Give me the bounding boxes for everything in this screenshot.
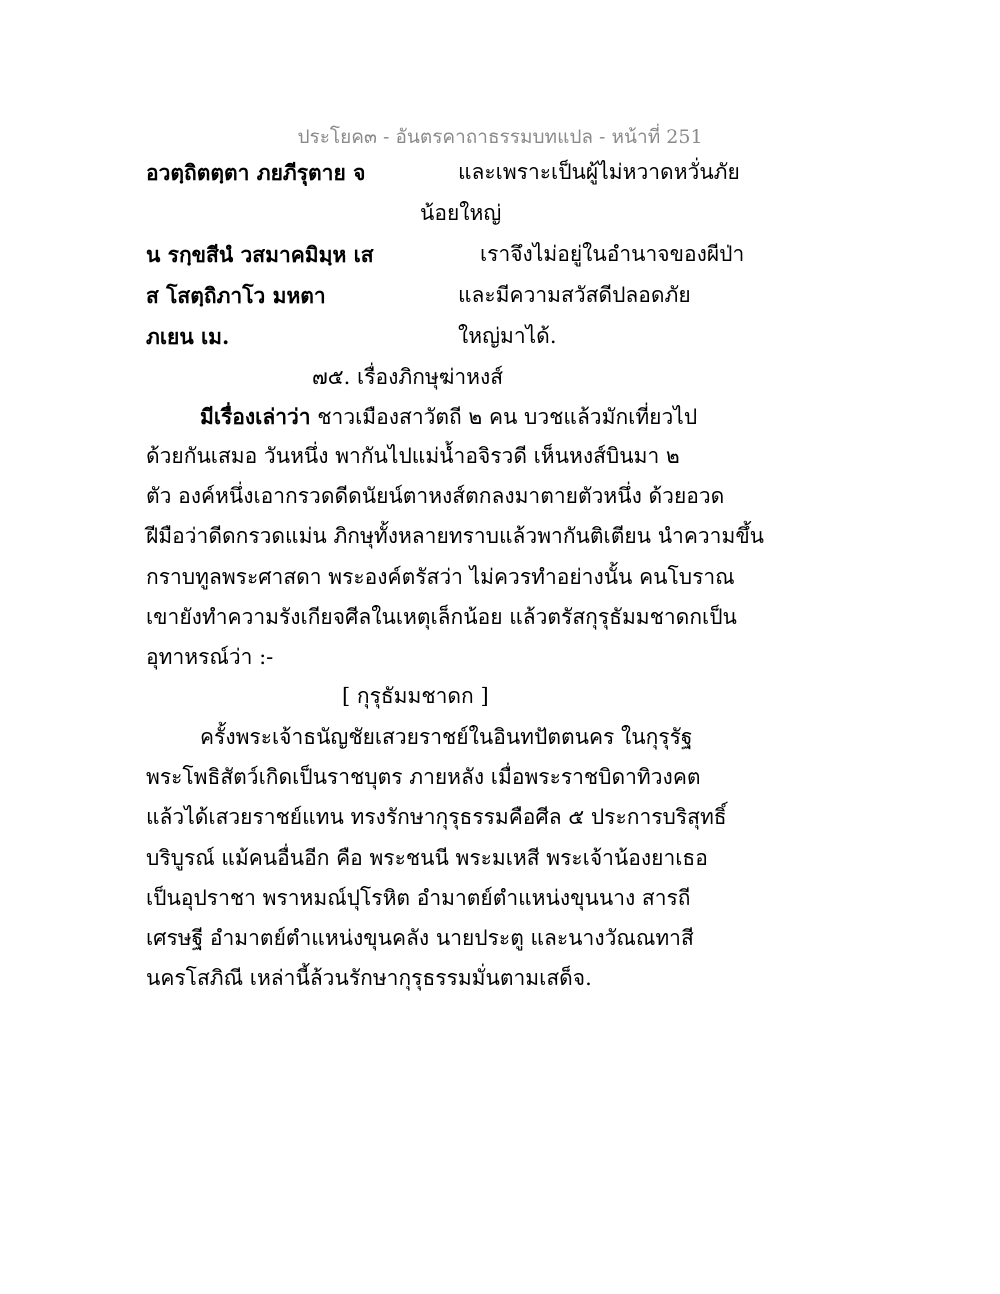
paragraph-2-line-4: บริบูรณ์ แม้คนอื่นอีก คือ พระชนนี พระมเหสี พระเจ้าน้องยาเธอ: [146, 846, 708, 870]
paragraph-1-line-4: ฝีมือว่าดีดกรวดแม่น ภิกษุทั้งหลายทราบแล้วพากันติเตียน นำความขึ้น: [146, 524, 765, 548]
paragraph-2-line-1: ครั้งพระเจ้าธนัญชัยเสวยราชย์ในอินทปัตตนคร ในกุรุรัฐ: [200, 725, 693, 749]
jataka-title: [ กุรุธัมมชาดก ]: [342, 684, 489, 708]
paragraph-2-line-6: เศรษฐี อำมาตย์ตำแหน่งขุนคลัง นายประตู และนางวัณณทาสี: [146, 926, 694, 950]
paragraph-2-line-7: นครโสภิณี เหล่านี้ล้วนรักษากุรุธรรมมั่นตามเสด็จ.: [146, 966, 592, 990]
verse-1-thai: และเพราะเป็นผู้ไม่หวาดหวั่นภัย: [458, 160, 740, 184]
paragraph-1-line-1-text: ชาวเมืองสาวัตถี ๒ คน บวชแล้วมักเที่ยวไป: [317, 405, 698, 429]
verse-1-thai-continued: น้อยใหญ่: [420, 201, 502, 225]
verse-3-pali: ส โสตฺถิภาโว มหตา: [146, 283, 326, 308]
paragraph-1-line-3: ตัว องค์หนึ่งเอากรวดดีดนัยน์ตาหงส์ตกลงมาตายตัวหนึ่ง ด้วยอวด: [146, 484, 725, 508]
verse-2-thai: เราจึงไม่อยู่ในอำนาจของผีป่า: [480, 242, 745, 266]
paragraph-2-line-2: พระโพธิสัตว์เกิดเป็นราชบุตร ภายหลัง เมื่อพระราชบิดาทิวงคต: [146, 765, 701, 789]
story-title: ๗๕. เรื่องภิกษุฆ่าหงส์: [312, 365, 504, 389]
paragraph-1-line-2: ด้วยกันเสมอ วันหนึ่ง พากันไปแม่น้ำอจิรวดี เห็นหงส์บินมา ๒: [146, 444, 680, 468]
paragraph-1-line-6: เขายังทำความรังเกียจศีลในเหตุเล็กน้อย แล้วตรัสกุรุธัมมชาดกเป็น: [146, 605, 737, 629]
verse-3-thai: และมีความสวัสดีปลอดภัย: [458, 283, 691, 307]
verse-4-thai: ใหญ่มาได้.: [458, 324, 557, 348]
verse-4-pali: ภเยน เม.: [146, 324, 230, 349]
paragraph-1-line-1: [200, 406, 697, 428]
paragraph-1-line-5: กราบทูลพระศาสดา พระองค์ตรัสว่า ไม่ควรทำอย่างนั้น คนโบราณ: [146, 565, 735, 589]
verse-2-pali: น รกฺขสีนํ วสมาคมิมฺห เส: [146, 242, 374, 267]
story-lead: มีเรื่องเล่าว่า: [200, 404, 311, 429]
paragraph-1-line-7: อุทาหรณ์ว่า :-: [146, 645, 274, 669]
verse-1-pali: อวตฺถิตตฺตา ภยภีรุตาย จ: [146, 160, 366, 185]
paragraph-2-line-5: เป็นอุปราชา พราหมณ์ปุโรหิต อำมาตย์ตำแหน่งขุนนาง สารถี: [146, 886, 691, 910]
paragraph-2-line-3: แล้วได้เสวยราชย์แทน ทรงรักษากุรุธรรมคือศีล ๕ ประการบริสุทธิ์: [146, 805, 727, 829]
page-header: ประโยค๓ - อันตรคาถาธรรมบทแปล - หน้าที่ 251: [297, 126, 703, 148]
